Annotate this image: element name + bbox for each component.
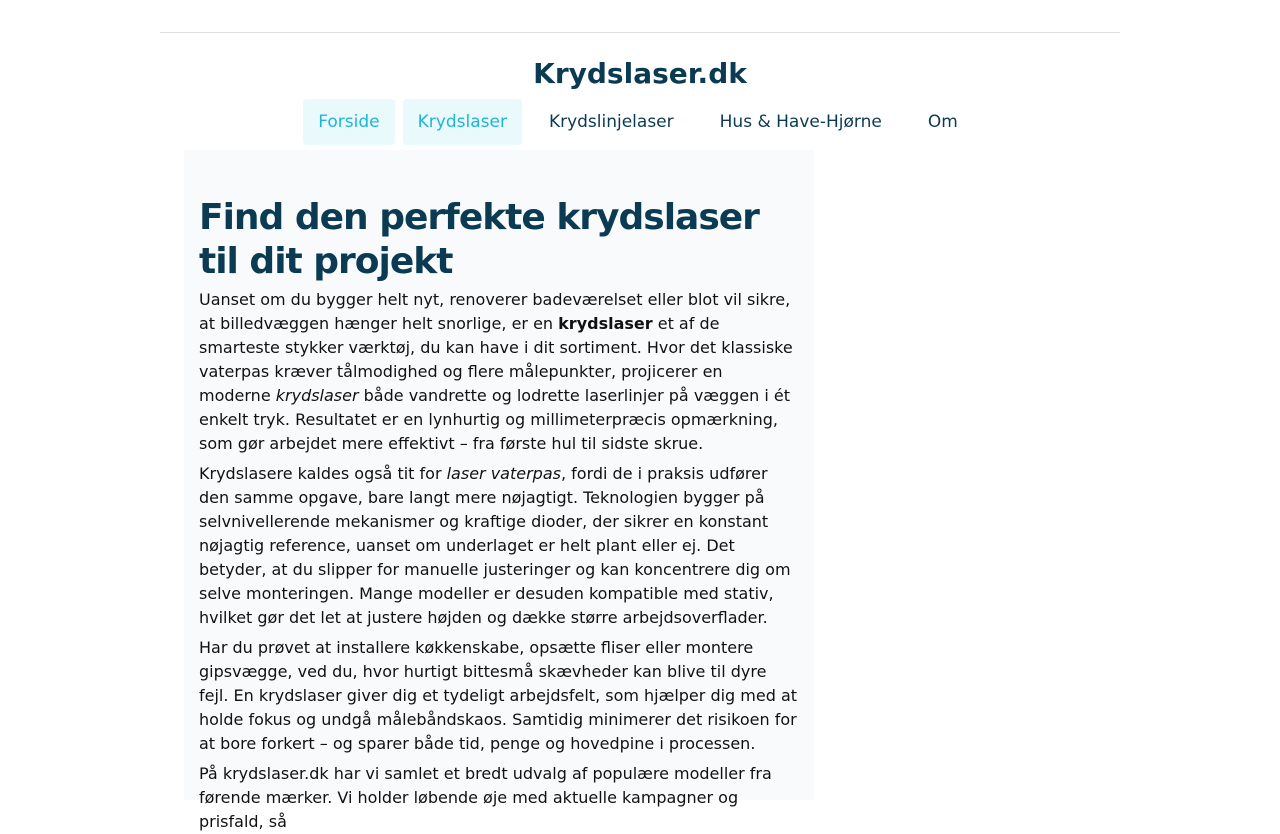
nav-item-hus-have-hjorne[interactable]: Hus & Have-Hjørne [719, 112, 882, 132]
site-title[interactable]: Krydslaser.dk [533, 57, 747, 90]
p2-text-a: Krydslasere kaldes også tit for [199, 464, 447, 483]
intro-text-c: både vandrette og lodrette laserlinjer på væggen i ét enkelt tryk. Resultatet er en lynhurtig og millimeterpræcis opmærkning, som gør arbejdet mere effektivt – fra første hul til sidste skrue. [199, 386, 791, 453]
intro-paragraph [199, 288, 799, 456]
article-content [184, 150, 814, 831]
intro-em-keyword: krydslaser [275, 386, 359, 405]
main-nav [0, 99, 1280, 145]
body-paragraph-3: Har du prøvet at installere køkkenskabe, opsætte fliser eller montere gipsvægge, ved du, hvor hurtigt bittesmå skævheder kan blive til dyre fejl. En krydslaser giver dig et tydeligt arbejdsfelt, som hjælper dig med at holde fokus og undgå målebåndskaos. Samtidig minimerer det risikoen for at bore forkert – og sparer både tid, penge og hovedpine i processen. [199, 638, 798, 753]
p2-text-b: , fordi de i praksis udfører den samme opgave, bare langt mere nøjagtigt. Teknologien bygger på selvnivellerende mekanismer og kraftige dioder, der sikrer en konstant nøjagtig reference, uanset om underlaget er helt plant eller ej. Det betyder, at du slipper for manuelle justeringer og kan koncentrere dig om selve monteringen. Mange modeller er desuden kompatible med stativ, hvilket gør det let at justere højden og dække større arbejdsoverflader. [199, 464, 791, 627]
page-title: Find den perfekte krydslaser til dit projekt [199, 197, 759, 282]
body-paragraph-2 [199, 462, 799, 630]
body-paragraph-4: På krydslaser.dk har vi samlet et bredt udvalg af populære modeller fra førende mærker. Vi holder løbende øje med aktuelle kampagner og prisfald, så [199, 764, 772, 831]
top-divider [160, 32, 1120, 33]
nav-item-forside[interactable]: Forside [303, 99, 394, 145]
nav-item-krydslaser[interactable]: Krydslaser [403, 99, 522, 145]
p2-em-keyword: laser vaterpas [446, 464, 561, 483]
nav-item-om[interactable]: Om [927, 112, 958, 132]
intro-text-a: Uanset om du bygger helt nyt, renoverer badeværelset eller blot vil sikre, at billedvæggen hænger helt snorlige, er en [199, 290, 791, 333]
nav-item-krydslinjelaser[interactable]: Krydslinjelaser [548, 112, 674, 132]
intro-strong-keyword: krydslaser [558, 314, 653, 333]
intro-text-b: et af de smarteste stykker værktøj, du kan have i dit sortiment. Hvor det klassiske vaterpas kræver tålmodighed og flere målepunkter, projicerer en moderne [199, 314, 793, 405]
